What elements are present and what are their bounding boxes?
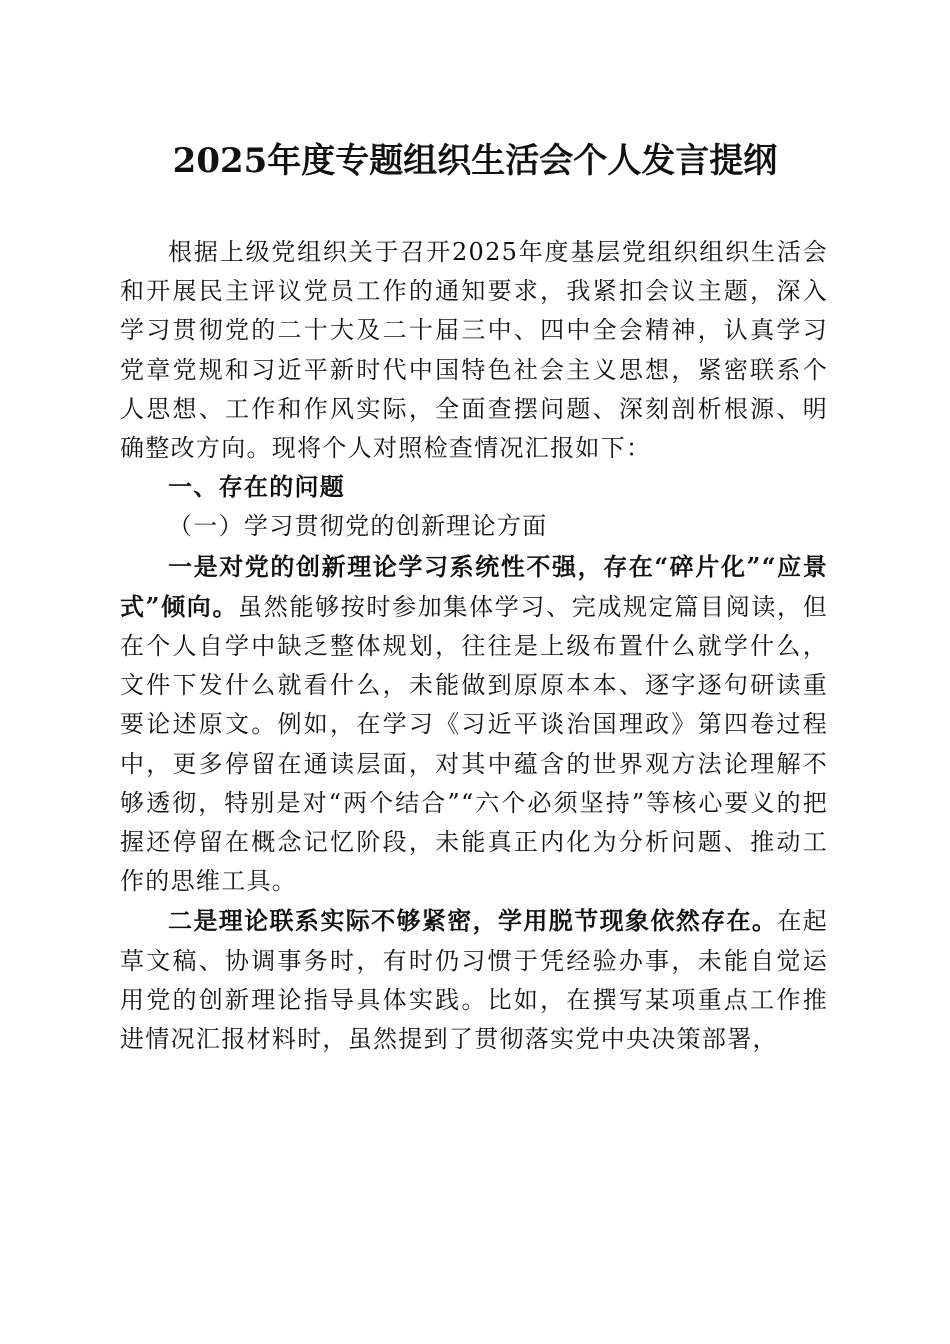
- intro-paragraph: 根据上级党组织关于召开2025年度基层党组织组织生活会和开展民主评议党员工作的通知要求，我紧扣会议主题，深入学习贯彻党的二十大及二十届三中、四中全会精神，认真学习党章党规和习近平新时代中国特色社会主义思想，紧密联系个人思想、工作和作风实际，全面查摆问题、深刻剖析根源、明确整改方向。现将个人对照检查情况汇报如下：: [120, 238, 828, 463]
- point-two-lead: 二是理论联系实际不够紧密，学用脱节现象依然存在。: [168, 906, 778, 936]
- point-two-paragraph: [120, 901, 828, 1059]
- point-one-lead: 一是对党的创新理论学习系统性不强，存在“碎片化”“应景式”倾向。: [120, 551, 828, 621]
- document-title: 2025年度专题组织生活会个人发言提纲: [172, 141, 778, 181]
- point-one-body: 虽然能够按时参加集体学习、完成规定篇目阅读，但在个人自学中缺乏整体规划，往往是上级布置什么就学什么，文件下发什么就看什么，未能做到原原本本、逐字逐句研读重要论述原文。例如，在学习《习近平谈治国理政》第四卷过程中，更多停留在通读层面，对其中蕴含的世界观方法论理解不够透彻，特别是对“两个结合”“六个必须坚持”等核心要义的把握还停留在概念记忆阶段，未能真正内化为分析问题、推动工作的思维工具。: [120, 592, 828, 896]
- section-heading-problems: 一、存在的问题: [168, 473, 346, 502]
- point-one-paragraph: [120, 547, 828, 902]
- point-two-body: 在起草文稿、协调事务时，有时仍习惯于凭经验办事，未能自觉运用党的创新理论指导具体实践。比如，在撰写某项重点工作推进情况汇报材料时，虽然提到了贯彻落实党中央决策部署，: [120, 907, 828, 1054]
- document-body: [120, 233, 828, 1059]
- subsection-heading-theory: （一）学习贯彻党的创新理论方面: [168, 512, 548, 541]
